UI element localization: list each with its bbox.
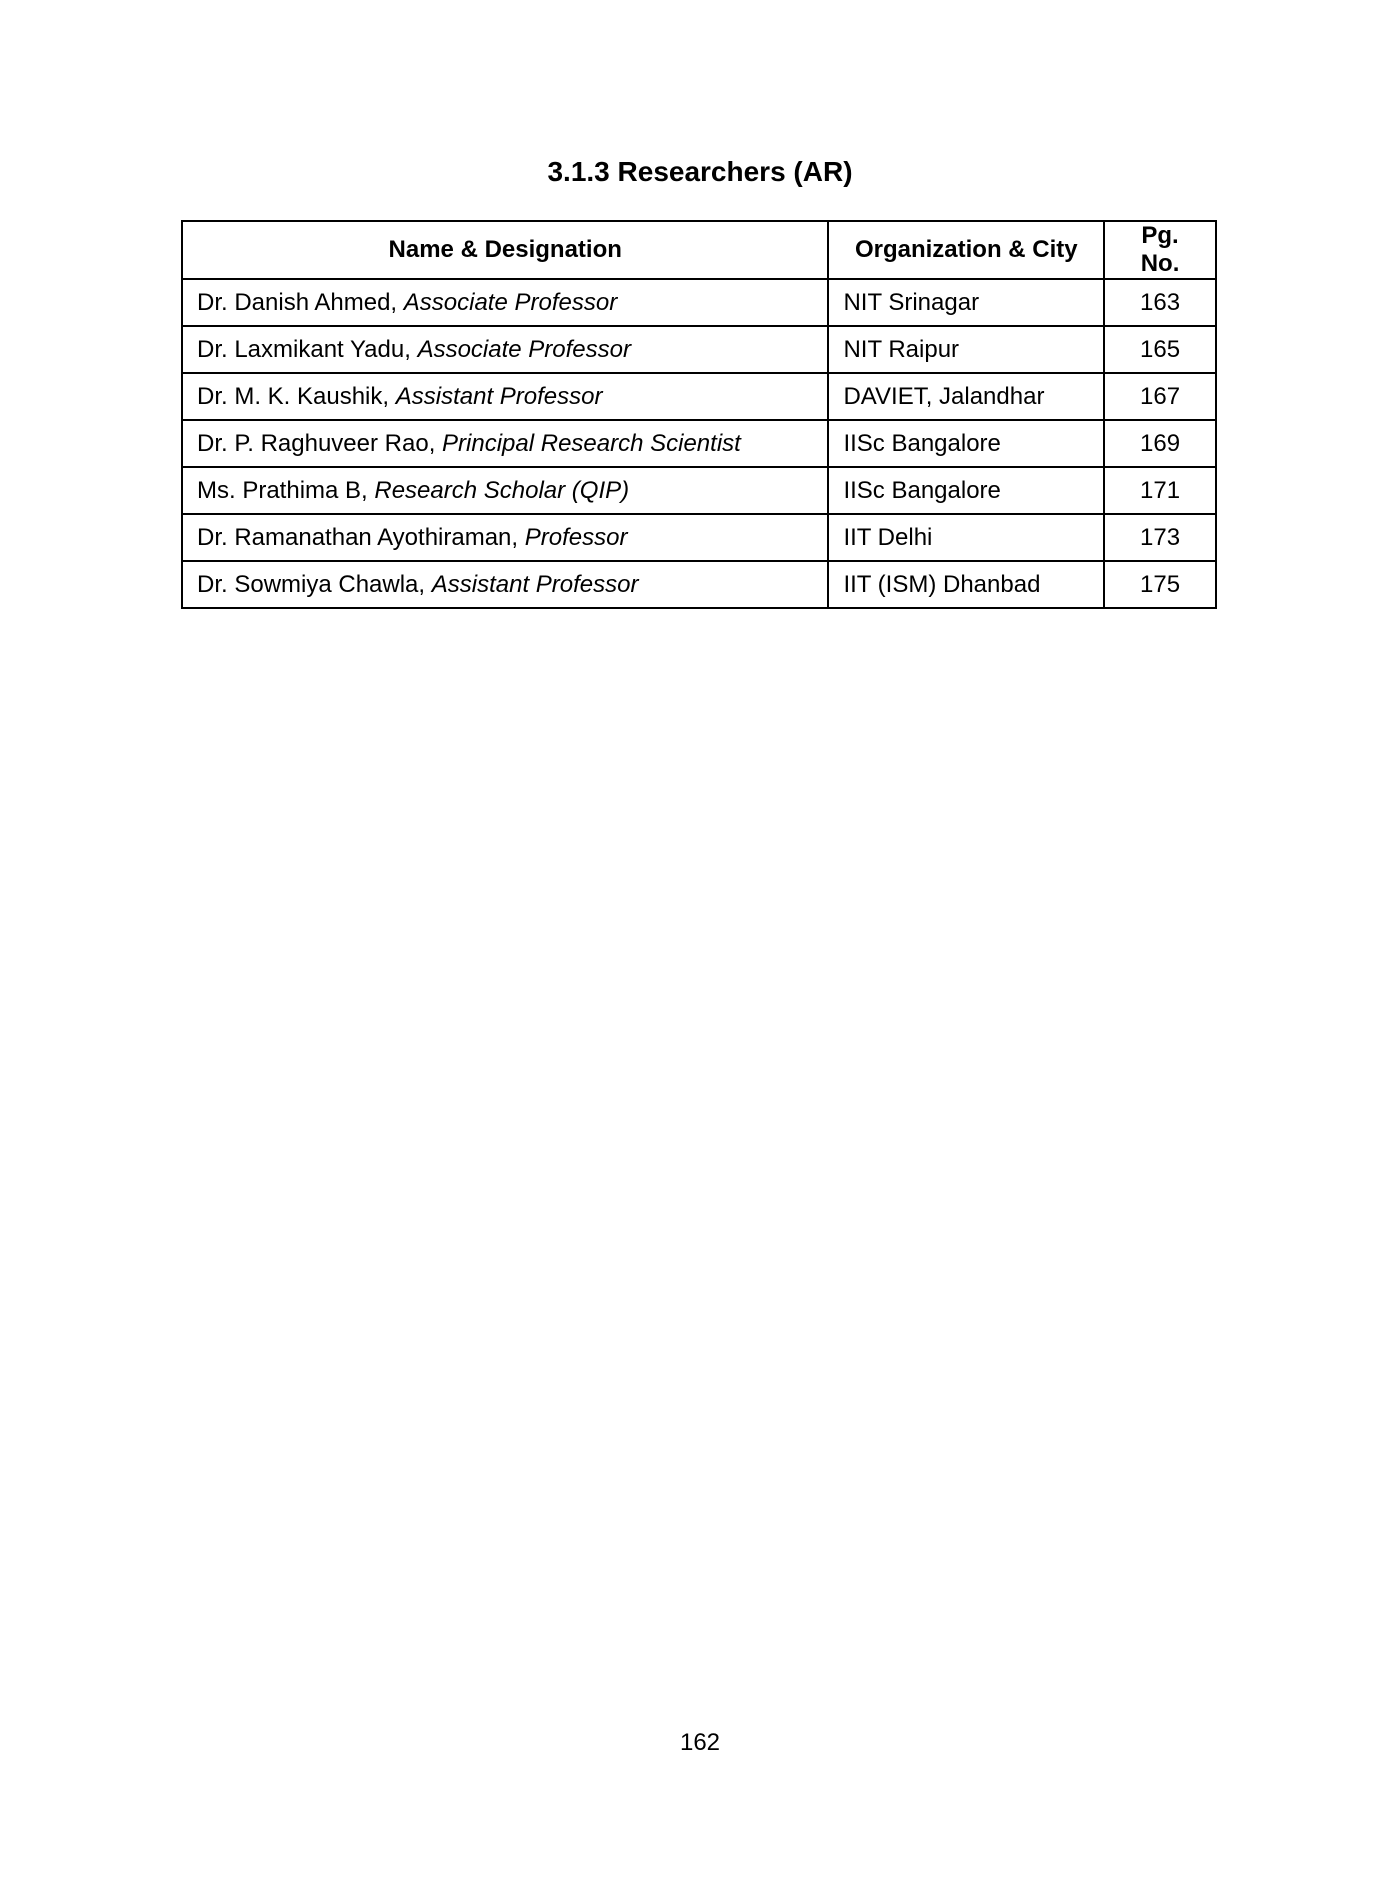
page-number: 162 (679, 1729, 721, 1756)
researcher-designation: Assistant Professor (431, 570, 639, 598)
table-row (182, 279, 1216, 326)
page-cell: 167 (1104, 373, 1216, 420)
table-header-row (182, 221, 1216, 279)
header-name-designation: Name & Designation (182, 221, 828, 279)
organization-cell: NIT Srinagar (828, 279, 1104, 326)
page-cell: 173 (1104, 514, 1216, 561)
page-cell: 165 (1104, 326, 1216, 373)
researcher-name: Dr. M. K. Kaushik, (197, 382, 396, 410)
researcher-designation: Associate Professor (403, 288, 618, 316)
section-title: 3.1.3 Researchers (AR) (547, 156, 853, 187)
table-row (182, 420, 1216, 467)
table-row (182, 326, 1216, 373)
name-cell (182, 326, 828, 373)
organization-cell: IISc Bangalore (828, 467, 1104, 514)
researcher-name: Ms. Prathima B, (197, 476, 375, 504)
organization-cell: IIT Delhi (828, 514, 1104, 561)
name-cell (182, 467, 828, 514)
researcher-name: Dr. Danish Ahmed, (197, 288, 404, 316)
researcher-designation: Principal Research Scientist (442, 429, 741, 457)
header-organization-city: Organization & City (828, 221, 1104, 279)
name-cell (182, 420, 828, 467)
researcher-designation: Associate Professor (417, 335, 631, 363)
table-row (182, 514, 1216, 561)
organization-cell: NIT Raipur (828, 326, 1104, 373)
page-cell: 171 (1104, 467, 1216, 514)
researcher-name: Dr. P. Raghuveer Rao, (197, 429, 443, 457)
table-row (182, 373, 1216, 420)
name-cell (182, 279, 828, 326)
name-cell (182, 561, 828, 608)
header-page-number: Pg. No. (1104, 221, 1216, 279)
researcher-name: Dr. Ramanathan Ayothiraman, (197, 523, 525, 551)
researcher-name: Dr. Sowmiya Chawla, (197, 570, 432, 598)
page-cell: 175 (1104, 561, 1216, 608)
organization-cell: IISc Bangalore (828, 420, 1104, 467)
organization-cell: DAVIET, Jalandhar (828, 373, 1104, 420)
page-cell: 169 (1104, 420, 1216, 467)
organization-cell: IIT (ISM) Dhanbad (828, 561, 1104, 608)
researcher-name: Dr. Laxmikant Yadu, (197, 335, 418, 363)
researcher-designation: Professor (524, 523, 628, 551)
researchers-table (181, 220, 1217, 609)
researcher-designation: Research Scholar (QIP) (374, 476, 630, 504)
name-cell (182, 373, 828, 420)
table-row (182, 467, 1216, 514)
researcher-designation: Assistant Professor (395, 382, 603, 410)
name-cell (182, 514, 828, 561)
page-cell: 163 (1104, 279, 1216, 326)
table-row (182, 561, 1216, 608)
